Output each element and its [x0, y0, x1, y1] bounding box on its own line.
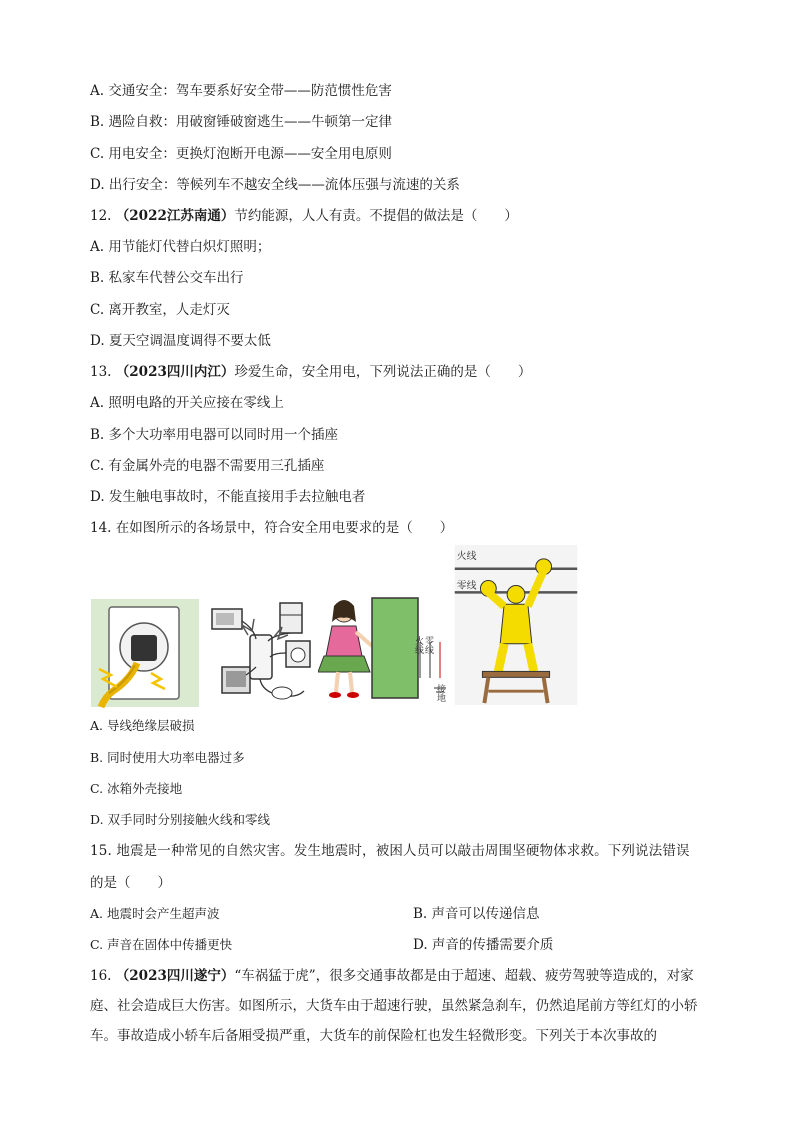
label-live-wire-c: 火线	[413, 636, 423, 654]
q13-option-d: D. 发生触电事故时，不能直接用手去拉触电者	[90, 489, 366, 505]
q15-option-c: C. 声音在固体中传播更快	[90, 937, 233, 952]
q12-stem	[90, 207, 518, 225]
q14-option-d: D. 双手同时分别接触火线和零线	[90, 812, 271, 827]
q12-option-d: D. 夏天空调温度调得不要太低	[90, 333, 271, 349]
q16-source-tag: （2023四川遂宁）	[115, 968, 235, 984]
q12-option-b: B. 私家车代替公交车出行	[90, 270, 244, 286]
q12-stem-text: 节约能源，人人有责。不提倡的做法是（ ）	[234, 208, 518, 224]
figure-touching-both-wires	[454, 545, 578, 705]
figure-damaged-cord	[91, 573, 199, 733]
q15-option-b: B. 声音可以传递信息	[413, 906, 540, 922]
q13-stem	[90, 363, 531, 381]
label-neutral-wire-d: 零线	[456, 580, 477, 592]
q14-option-b: B. 同时使用大功率电器过多	[90, 750, 245, 765]
q12-number: 12.	[90, 208, 112, 224]
q13-source-tag: （2023四川内江）	[115, 364, 235, 380]
q14-stem: 14. 在如图所示的各场景中，符合安全用电要求的是（ ）	[90, 520, 454, 536]
q14-option-a: A. 导线绝缘层破损	[90, 718, 195, 733]
q12-option-c: C. 离开教室，人走灯灭	[90, 302, 230, 318]
q11-option-a: A. 交通安全：驾车要系好安全带——防范惯性危害	[90, 83, 392, 99]
q13-stem-text: 珍爱生命，安全用电，下列说法正确的是（ ）	[234, 364, 532, 380]
q12-source-tag: （2022江苏南通）	[115, 208, 235, 224]
label-ground: 接地	[435, 684, 445, 702]
q15-option-a: A. 地震时会产生超声波	[90, 906, 220, 921]
q13-option-b: B. 多个大功率用电器可以同时用一个插座	[90, 427, 339, 443]
q16-number: 16.	[90, 968, 112, 984]
q11-option-b: B. 遇险自救：用破窗锤破窗逃生——牛顿第一定律	[90, 114, 393, 130]
figure-grounded-fridge	[318, 568, 446, 728]
q11-option-d: D. 出行安全：等候列车不越安全线——流体压强与流速的关系	[90, 177, 460, 193]
label-live-wire-d: 火线	[456, 550, 477, 562]
q15-stem-line2: 的是（ ）	[90, 875, 171, 891]
q12-option-a: A. 用节能灯代替白炽灯照明；	[90, 239, 271, 255]
q13-number: 13.	[90, 364, 112, 380]
q13-option-a: A. 照明电路的开关应接在零线上	[90, 395, 284, 411]
q16-stem	[90, 961, 706, 1051]
figure-overloaded-socket	[208, 570, 316, 730]
q15-stem-line1: 15. 地震是一种常见的自然灾害。发生地震时，被困人员可以敲击周围坚硬物体求救。下列说法错误	[90, 843, 690, 859]
q14-option-c: C. 冰箱外壳接地	[90, 781, 183, 796]
q11-option-c: C. 用电安全：更换灯泡断开电源——安全用电原则	[90, 146, 392, 162]
q16-text: “车祸猛于虎”，很多交通事故都是由于超速、超载、疲劳驾驶等造成的，对家庭、社会造成巨大伤害。如图所示，大货车由于超速行驶，虽然紧急刹车，仍然追尾前方等红灯的小轿车。事故造成小轿车后备厢受损严重，大货车的前保险杠也发生轻微形变。下列关于本次事故的	[90, 968, 698, 1044]
q15-option-d: D. 声音的传播需要介质	[413, 937, 554, 953]
q13-option-c: C. 有金属外壳的电器不需要用三孔插座	[90, 458, 325, 474]
label-neutral-wire-c: 零线	[423, 636, 433, 654]
